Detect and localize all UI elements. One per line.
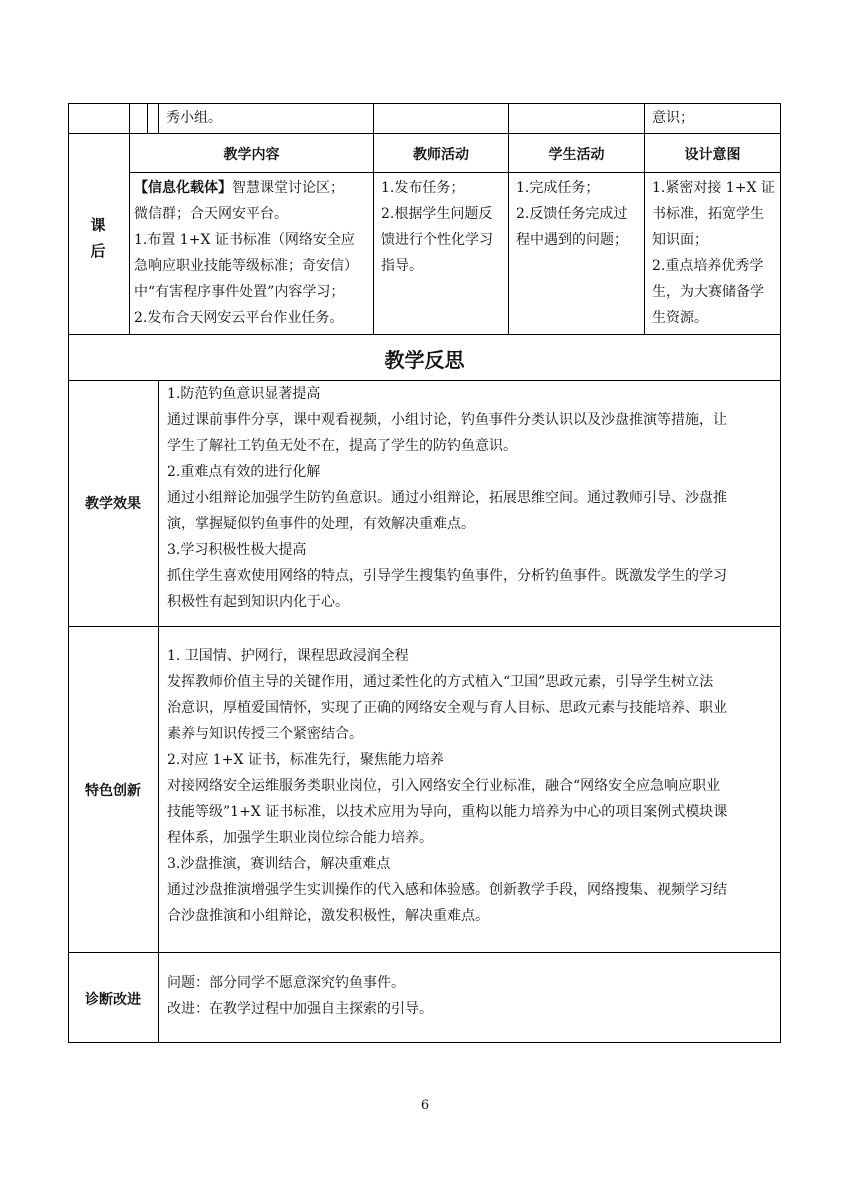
col-divider <box>158 103 159 133</box>
header-intent: 设计意图 <box>684 147 741 163</box>
effect-line: 2.重难点有效的进行化解 <box>167 464 321 480</box>
diagnosis-label: 诊断改进 <box>85 992 141 1008</box>
student-line: 2.反馈任务完成过 <box>516 206 628 222</box>
header-content: 教学内容 <box>223 147 280 163</box>
intent-line: 生资源。 <box>652 310 708 326</box>
innovation-line: 3.沙盘推演，赛训结合，解决重难点 <box>167 856 391 872</box>
table-border-right <box>780 103 781 1042</box>
label-char: 后 <box>90 242 106 260</box>
row-divider <box>68 334 781 335</box>
innovation-line: 程体系，加强学生职业岗位综合能力培养。 <box>167 830 433 846</box>
diagnosis-line: 问题：部分同学不愿意深究钓鱼事件。 <box>167 975 405 991</box>
col-divider <box>158 380 159 1042</box>
innovation-line: 2.对应 1+X 证书，标准先行，聚焦能力培养 <box>167 752 444 768</box>
content-line: 微信群；合天网安平台。 <box>134 206 288 222</box>
carrier-text: 智慧课堂讨论区； <box>232 180 344 196</box>
effect-line: 1.防范钓鱼意识显著提高 <box>167 386 321 402</box>
student-line: 程中遇到的问题； <box>516 232 628 248</box>
row-divider <box>68 952 781 953</box>
intent-line: 1.紧密对接 1+X 证 <box>652 180 775 196</box>
innovation-line: 合沙盘推演和小组辩论，激发积极性，解决重难点。 <box>167 908 489 924</box>
header-student: 学生活动 <box>548 147 605 163</box>
carrier-label: 【信息化载体】 <box>134 180 232 196</box>
effect-line: 学生了解社工钓鱼无处不在，提高了学生的防钓鱼意识。 <box>167 438 517 454</box>
after-class-label <box>88 212 108 264</box>
table-border-left <box>68 103 69 1042</box>
student-line: 1.完成任务； <box>516 180 600 196</box>
page-number: 6 <box>420 1098 430 1113</box>
col-divider <box>147 103 148 133</box>
content-line <box>134 175 344 201</box>
effect-line: 通过课前事件分享，课中观看视频，小组讨论，钓鱼事件分类认识以及沙盘推演等措施，让 <box>167 412 727 428</box>
content-line: 中“有害程序事件处置”内容学习； <box>134 284 345 300</box>
innovation-line: 治意识，厚植爱国情怀，实现了正确的网络安全观与育人目标、思政元素与技能培养、职业 <box>167 700 727 716</box>
innovation-line: 通过沙盘推演增强学生实训操作的代入感和体验感。创新教学手段，网络搜集、视频学习结 <box>167 882 727 898</box>
row-divider <box>68 626 781 627</box>
innovation-line: 技能等级”1+X 证书标准，以技术应用为导向，重构以能力培养为中心的项目案例式模块课 <box>167 804 728 820</box>
effect-line: 积极性有起到知识内化于心。 <box>167 594 349 610</box>
col-divider <box>508 103 509 334</box>
header-divider <box>129 172 781 173</box>
effect-line: 3.学习积极性极大提高 <box>167 542 307 558</box>
teacher-line: 馈进行个性化学习 <box>381 232 493 248</box>
intent-line: 生，为大赛储备学 <box>652 284 764 300</box>
teacher-line: 2.根据学生问题反 <box>381 206 493 222</box>
table-border-bottom <box>68 1042 781 1043</box>
intent-line: 2.重点培养优秀学 <box>652 258 764 274</box>
col-divider <box>644 103 645 334</box>
content-line: 2.发布合天网安云平台作业任务。 <box>134 310 344 326</box>
intent-line: 书标准，拓宽学生 <box>652 206 764 222</box>
innovation-line: 1. 卫国情、护网行，课程思政浸润全程 <box>167 648 409 664</box>
table-border-top <box>68 103 781 104</box>
intent-line: 知识面； <box>652 232 708 248</box>
content-line: 急响应职业技能等级标准；奇安信） <box>134 258 358 274</box>
effect-label: 教学效果 <box>85 496 141 512</box>
col-divider <box>373 103 374 334</box>
teacher-line: 1.发布任务； <box>381 180 465 196</box>
teacher-line: 指导。 <box>381 258 423 274</box>
effect-line: 演，掌握疑似钓鱼事件的处理，有效解决重难点。 <box>167 516 475 532</box>
innovation-line: 发挥教师价值主导的关键作用，通过柔性化的方式植入“卫国”思政元素，引导学生树立法 <box>167 674 714 690</box>
innovation-line: 对接网络安全运维服务类职业岗位，引入网络安全行业标准，融合“网络安全应急响应职业 <box>167 778 721 794</box>
header-teacher: 教师活动 <box>413 147 469 163</box>
effect-line: 抓住学生喜欢使用网络的特点，引导学生搜集钓鱼事件，分析钓鱼事件。既激发学生的学习 <box>167 568 727 584</box>
col-divider <box>129 103 130 334</box>
effect-line: 通过小组辩论加强学生防钓鱼意识。通过小组辩论，拓展思维空间。通过教师引导、沙盘推 <box>167 490 727 506</box>
label-char: 课 <box>90 216 106 234</box>
innovation-line: 素养与知识传授三个紧密结合。 <box>167 726 363 742</box>
content-line: 1.布置 1+X 证书标准（网络安全应 <box>134 232 355 248</box>
row-divider <box>68 133 781 134</box>
intent-text: 意识； <box>652 110 694 126</box>
reflection-title: 教学反思 <box>384 348 465 372</box>
innovation-label: 特色创新 <box>85 783 141 799</box>
group-text: 秀小组。 <box>166 110 222 126</box>
diagnosis-line: 改进：在教学过程中加强自主探索的引导。 <box>167 1001 433 1017</box>
